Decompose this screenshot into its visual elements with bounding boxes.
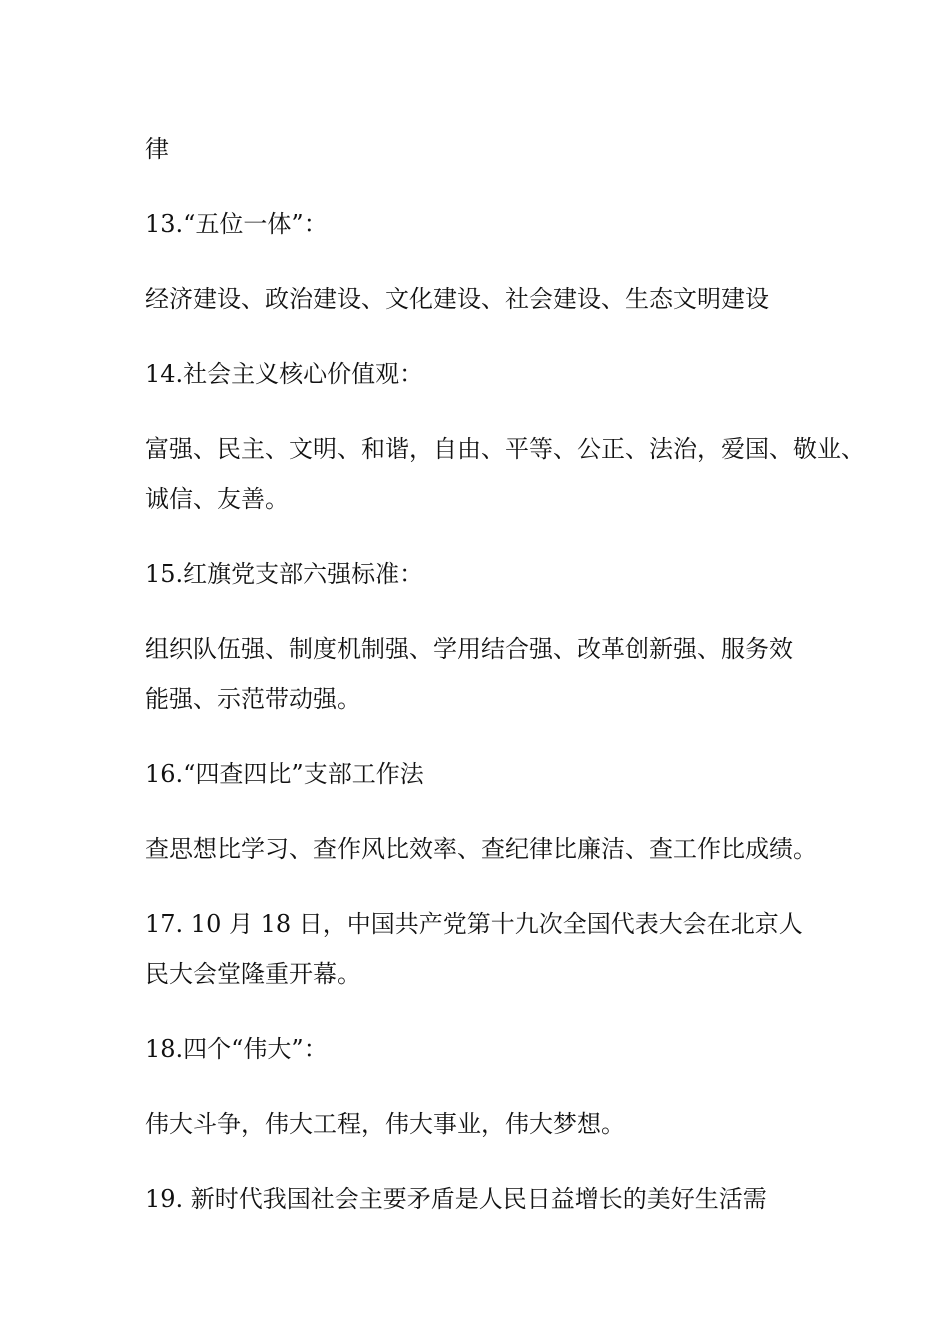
item-16-heading: 16.“四查四比”支部工作法 xyxy=(145,760,424,788)
text-line-continuation: 律 xyxy=(145,135,169,163)
item-14-body-line-2: 诚信、友善。 xyxy=(145,485,289,513)
item-15-body-line-2: 能强、示范带动强。 xyxy=(145,685,361,713)
item-18-body: 伟大斗争，伟大工程，伟大事业，伟大梦想。 xyxy=(145,1110,625,1138)
item-15-body-line-1: 组织队伍强、制度机制强、学用结合强、改革创新强、服务效 xyxy=(145,635,793,663)
item-13-body: 经济建设、政治建设、文化建设、社会建设、生态文明建设 xyxy=(145,285,769,313)
item-18-heading: 18.四个“伟大”： xyxy=(145,1035,328,1063)
item-19-line-1: 19. 新时代我国社会主要矛盾是人民日益增长的美好生活需 xyxy=(145,1185,767,1213)
item-14-body-line-1: 富强、民主、文明、和谐，自由、平等、公正、法治，爱国、敬业、 xyxy=(145,435,865,463)
item-13-heading: 13.“五位一体”： xyxy=(145,210,328,238)
item-17-line-1: 17. 10 月 18 日，中国共产党第十九次全国代表大会在北京人 xyxy=(145,910,803,938)
item-16-body: 查思想比学习、查作风比效率、查纪律比廉洁、查工作比成绩。 xyxy=(145,835,817,863)
item-15-heading: 15.红旗党支部六强标准： xyxy=(145,560,424,588)
item-14-heading: 14.社会主义核心价值观： xyxy=(145,360,424,388)
item-17-line-2: 民大会堂隆重开幕。 xyxy=(145,960,361,988)
